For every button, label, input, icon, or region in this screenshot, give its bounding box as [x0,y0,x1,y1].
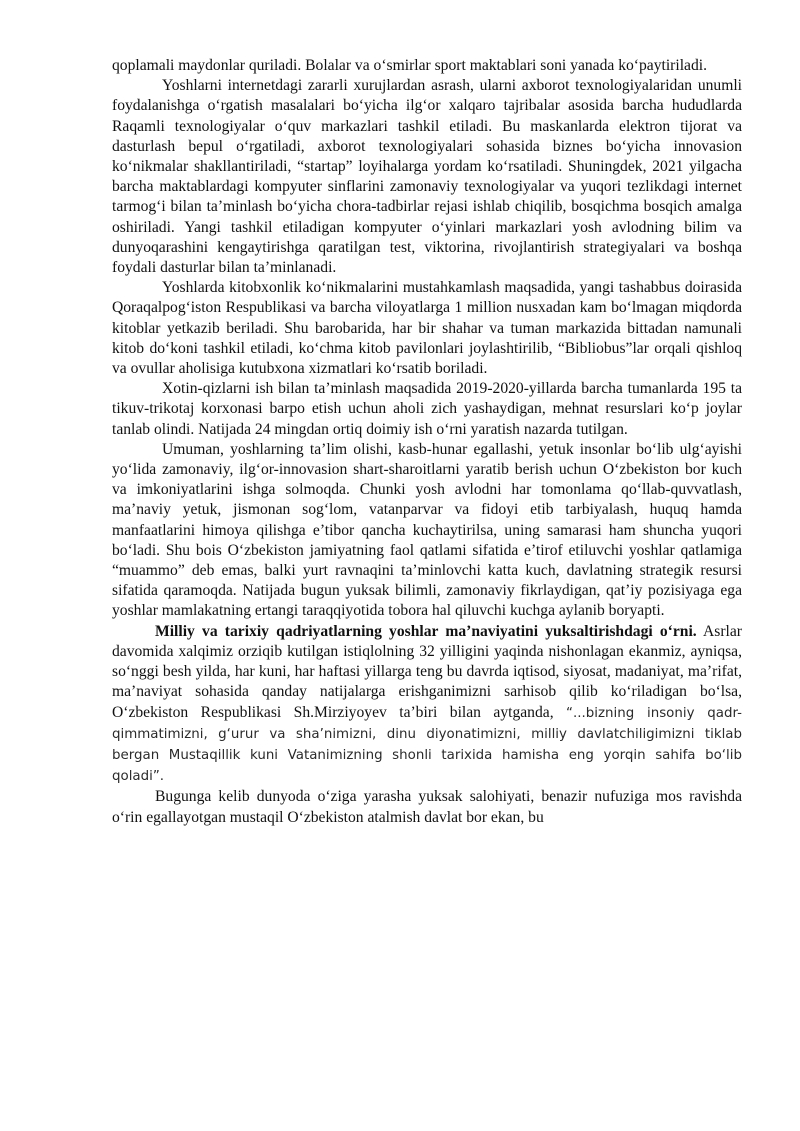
paragraph-sports-schools: qoplamali maydonlar quriladi. Bolalar va o‘smirlar sport maktablari soni yanada ko‘paytiriladi. [112,57,707,74]
paragraph-women-employment: Xotin-qizlarni ish bilan ta’minlash maqsadida 2019-2020-yillarda barcha tumanlarda 195 ta tikuv-trikotaj korxonasi barpo etish uchun aholi zich yashaydigan, mehnat resurslari ko‘p joylar tanlab olindi. Natijada 24 mingdan ortiq doimiy ish o‘rni yaratish nazarda tutilgan. [112,380,742,438]
paragraph-digital-centers: Yoshlarni internetdagi zararli xurujlardan asrash, ularni axborot texnologiyalaridan unumli foydalanishga o‘rgatish masalalari bo‘yicha ilg‘or xalqaro tajribalar asosida barcha hududlarda Raqamli texnologiyalar o‘quv markazlari tashkil etiladi. Bu maskanlarda elektron tijorat va dasturlash bepul o‘rgatiladi, axborot texnologiyalari sohasida biznes bo‘yicha innovasion ko‘nikmalar shakllantiriladi, “startap” loyihalarga yordam ko‘rsatiladi. Shuningdek, 2021 yilgacha barcha maktablardagi kompyuter sinflarini zamonaviy texnologiyalar va yuqori tezlikdagi internet tarmog‘i bilan ta’minlash bo‘yicha chora-tadbirlar rejasi ishlab chiqilib, bosqichma bosqich amalga oshiriladi. Yangi tashkil etiladigan kompyuter o‘yinlari markazlari yosh avlodning bilim va dunyoqarashini kengaytirishga qaratilgan test, viktorina, rivojlantirish strategiyalari va boshqa foydali dasturlar bilan ta’minlanadi. [112,77,742,277]
president-quote: “...bizning insoniy qadr-qimmatimizni, g‘urur va sha’nimizni, dinu diyonatimizni, milliy davlatchiligimizni tiklab bergan Mustaqillik kuni Vatanimizning shonli tarixida hamisha eng yorqin sahifa bo‘lib qoladi”. [112,705,742,785]
paragraph-youth-education: Umuman, yoshlarning ta’lim olishi, kasb-hunar egallashi, yetuk insonlar bo‘lib ulg‘ayishi yo‘lida zamonaviy, ilg‘or-innovasion shart-sharoitlarni yaratib berish uchun O‘zbekiston bor kuch va imkoniyatlarini ishga solmoqda. Chunki yosh avlodni har tomonlama qo‘llab-quvvatlash, ma’naviy yetuk, jismonan sog‘lom, vatanparvar va fidoyi etib tarbiyalash, huquq hamda manfaatlarini himoya qilishga e’tibor qancha kuchaytirilsa, uning samarasi ham shuncha yuqori bo‘ladi. Shu bois O‘zbekiston jamiyatning faol qatlami sifatida e’tirof etiluvchi yoshlar qatlamiga “muammo” deb emas, balki yurt ravnaqini ta’minlovchi katta kuch, davlatning strategik resursi sifatida qaramoqda. Natijada bugun yuksak bilimli, zamonaviy fikrlaydigan, qat’iy pozisiyaga ega yoshlar mamlakatning ertangi taraqqiyotida tobora hal qiluvchi kuchga aylanib boryapti. [112,440,742,620]
section-national-values [112,622,742,788]
paragraph-reading-skills: Yoshlarda kitobxonlik ko‘nikmalarini mustahkamlash maqsadida, yangi tashabbus doirasida Qoraqalpog‘iston Respublikasi va barcha viloyatlarga 1 million nusxadan kam bo‘lmagan miqdorda kitoblar yetkazib beriladi. Shu barobarida, har bir shahar va tuman markazida bittadan namunali kitob do‘koni tashkil etiladi, ko‘chma kitob pavilonlari joylashtirilib, “Bibliobus”lar orqali qishloq va ovullar aholisiga kutubxona xizmatlari ko‘rsatib boriladi. [112,279,742,378]
paragraph-final: Bugunga kelib dunyoda o‘ziga yarasha yuksak salohiyati, benazir nufuziga mos ravishda o‘rin egallayotgan mustaqil O‘zbekiston atalmish davlat bor ekan, bu [112,788,742,826]
section-heading: Milliy va tarixiy qadriyatlarning yoshlar ma’naviyatini yuksaltirishdagi o‘rni. [155,622,697,640]
section-body: Asrlar davomida xalqimiz orziqib kutilgan istiqlolning 32 yilligini yaqinda nishonlagan ekanmiz, ayniqsa, so‘nggi besh yilda, har kuni, har haftasi yillarga teng bu davrda iqtisod, siyosat, madaniyat, ma’rifat, ma’naviyat sohasida qanday natijalarga erishganimizni sarhisob qilib ko‘riladigan bo‘lsa, O‘zbekiston Respublikasi Sh.Mirziyoyev ta’biri bilan aytganda, [112,622,742,721]
